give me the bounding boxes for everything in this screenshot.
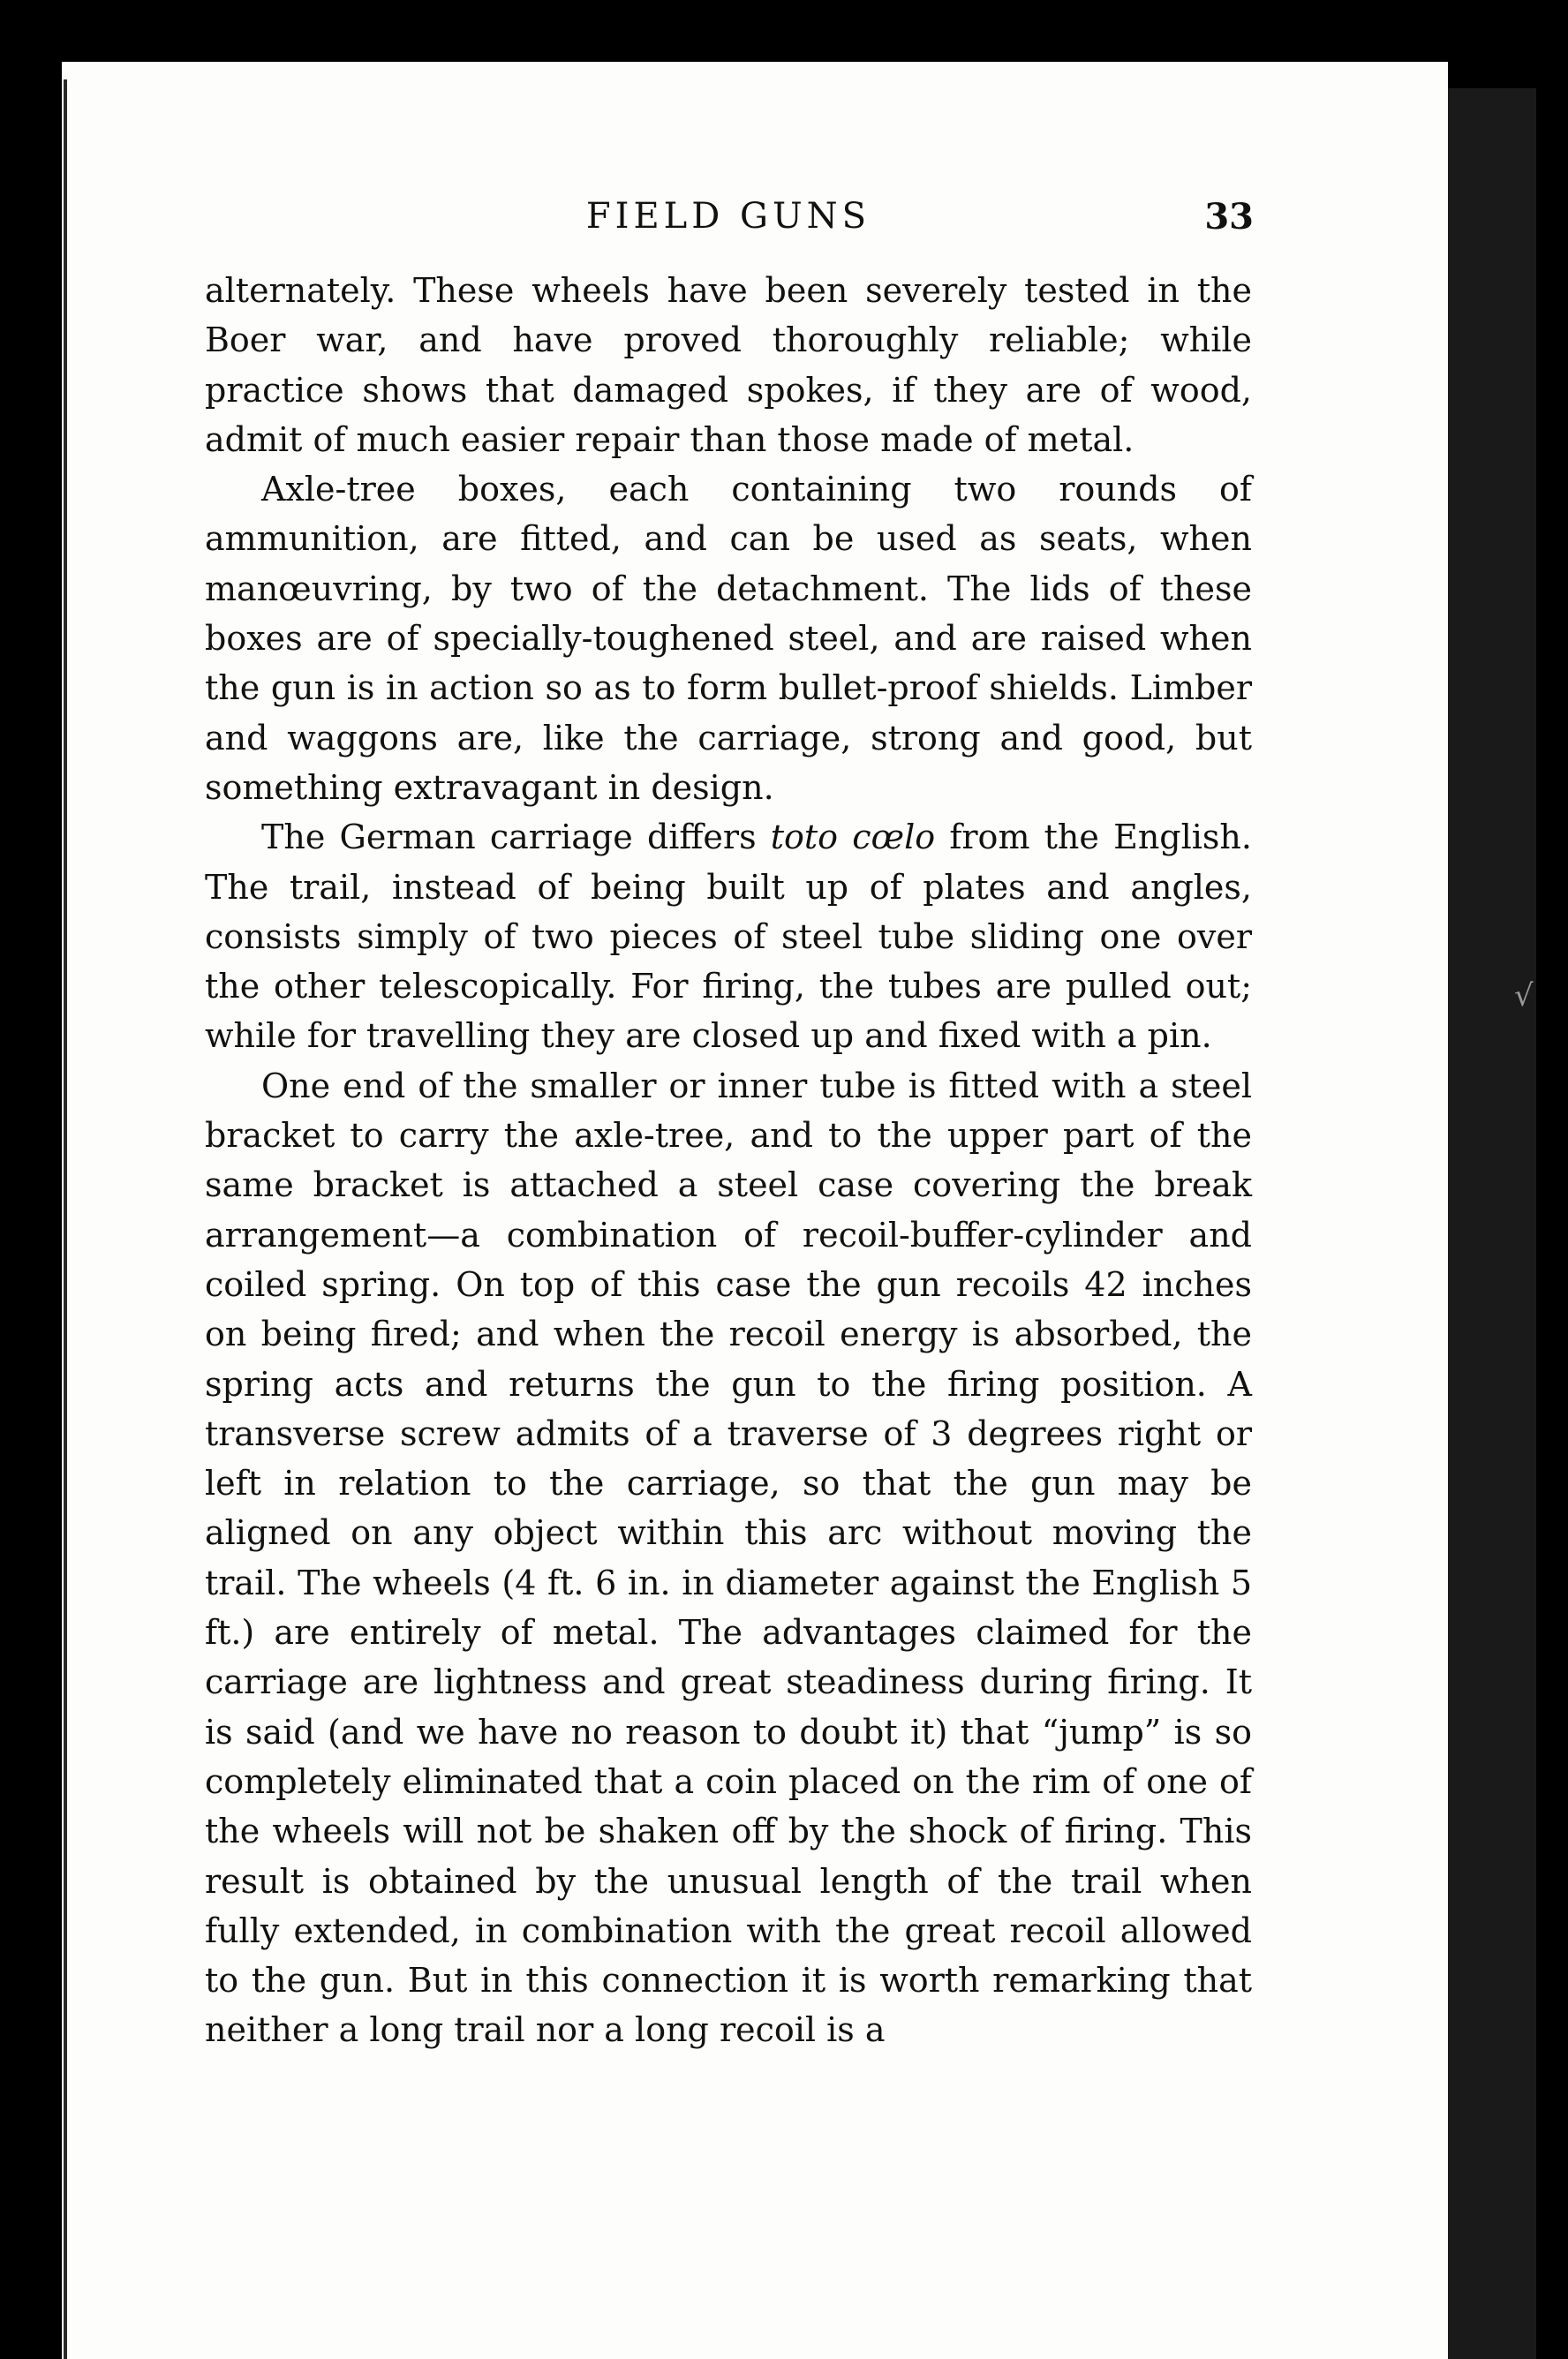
paragraph-text: from the English. The trail, instead of being built up of plates and angles, consists simply of two pieces of steel tube sliding one over the other telescopically. For firing, the tubes are pulled out; while for travelling they are closed up and fixed with a pin. [205, 818, 1252, 1056]
latin-phrase: toto cœlo [770, 818, 936, 857]
page-edge-shadow [1439, 88, 1536, 2359]
running-head: FIELD GUNS [585, 196, 871, 237]
body-text [205, 266, 1252, 2055]
paragraph-text: The German carriage differs [261, 818, 771, 857]
paragraph [205, 812, 1252, 1060]
page-number: 33 [1204, 196, 1254, 237]
paragraph: Axle-tree boxes, each containing two rounds of ammunition, are fitted, and can be used as seats, when manœuvring, by two of the detachment. The lids of these boxes are of specially-toughened steel, and are raised when the gun is in action so as to form bullet-proof shields. Limber and waggons are, like the carriage, strong and good, but something extravagant in design. [205, 470, 1252, 807]
binding-line [64, 79, 67, 2359]
margin-mark: √ [1514, 978, 1534, 1014]
paragraph: alternately. These wheels have been severely tested in the Boer war, and have proved thoroughly reliable; while practice shows that damaged spokes, if they are of wood, admit of much easier repair than those made of metal. [205, 271, 1252, 459]
paragraph: One end of the smaller or inner tube is fitted with a steel bracket to carry the axle-tree, and to the upper part of the same bracket is attached a steel case covering the break arrangement—a combination of recoil-buffer-cylinder and coiled spring. On top of this case the gun recoils 42 inches on being fired; and when the recoil energy is absorbed, the spring acts and returns the gun to the firing position. A transverse screw admits of a traverse of 3 degrees right or left in relation to the carriage, so that the gun may be aligned on any object within this arc without moving the trail. The wheels (4 ft. 6 in. in diameter against the English 5 ft.) are entirely of metal. The advantages claimed for the carriage are lightness and great steadiness during firing. It is said (and we have no reason to doubt it) that “jump” is so completely eliminated that a coin placed on the rim of one of the wheels will not be shaken off by the shock of firing. This result is obtained by the unusual length of the trail when fully extended, in combination with the great recoil allowed to the gun. But in this connection it is worth remarking that neither a long trail nor a long recoil is a [205, 1066, 1252, 2050]
page-header [203, 196, 1254, 249]
